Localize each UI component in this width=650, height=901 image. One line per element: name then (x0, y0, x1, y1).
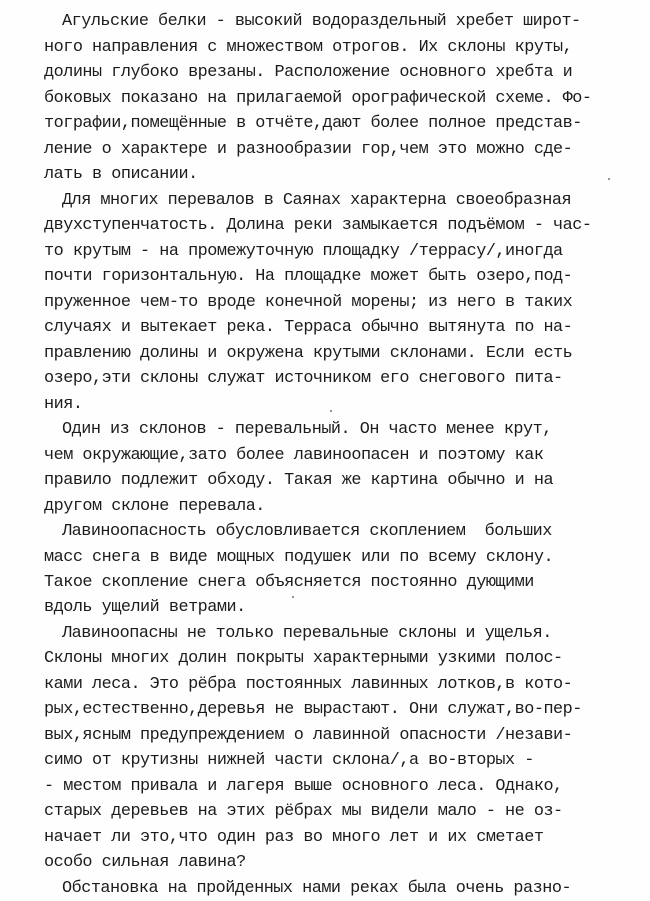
text-line: вдоль ущелий ветрами. (44, 598, 246, 617)
text-line: Один из склонов - перевальный. Он часто менее крут, (62, 420, 552, 439)
text-line: рых,естественно,деревья не вырастают. Они служат,во-пер- (44, 700, 582, 719)
text-line: тографии,помещённые в отчёте,дают более полное представ- (44, 114, 582, 133)
text-line: Лавиноопасность обусловливается скоплением больших (62, 522, 552, 541)
paper-speck (292, 596, 294, 598)
text-line: чем окружающие,зато более лавиноопасен и поэтому как (44, 446, 544, 465)
text-line: особо сильная лавина? (44, 853, 246, 872)
paper-speck (330, 410, 332, 412)
paper-speck (608, 178, 610, 180)
text-line: двухступенчатость. Долина реки замыкается подъёмом - час- (44, 216, 592, 235)
text-line: пруженное чем-то вроде конечной морены; из него в таких (44, 293, 573, 312)
text-line: боковых показано на прилагаемой орографической схеме. Фо- (44, 89, 592, 108)
text-line: Для многих перевалов в Саянах характерна своеобразная (62, 191, 572, 210)
text-line: то крутым - на промежуточную площадку /террасу/,иногда (44, 242, 563, 261)
text-line: озеро,эти склоны служат источником его снегового пита- (44, 369, 563, 388)
text-line: Обстановка на пройденных нами реках была очень разно- (62, 879, 572, 898)
text-line: начает ли это,что один раз во много лет и их сметает (44, 828, 544, 847)
text-line: долины глубоко врезаны. Расположение основного хребта и (44, 63, 573, 82)
text-line: Такое скопление снега объясняется постоянно дующими (44, 573, 534, 592)
text-line: случаях и вытекает река. Терраса обычно вытянута по на- (44, 318, 573, 337)
text-line: вых,ясным предупреждением о лавинной опасности /незави- (44, 726, 573, 745)
text-line: лать в описании. (44, 165, 198, 184)
text-line: масс снега в виде мощных подушек или по всему склону. (44, 548, 554, 567)
text-line: правило подлежит обходу. Такая же картина обычно и на (44, 471, 554, 490)
text-line: другом склоне перевала. (44, 497, 265, 516)
text-line: симо от крутизны нижней части склона/,а во-вторых - (44, 751, 534, 770)
text-line: старых деревьев на этих рёбрах мы видели мало - не оз- (44, 802, 563, 821)
text-line: Склоны многих долин покрыты характерными узкими полос- (44, 649, 563, 668)
text-line: Агульские белки - высокий водораздельный хребет широт- (62, 12, 581, 31)
text-line: ния. (44, 395, 83, 414)
text-line: ление о характере и разнообразии гор,чем это можно сде- (44, 140, 573, 159)
text-line: Лавиноопасны не только перевальные склоны и ущелья. (62, 624, 552, 643)
text-line: правлению долины и окружена крутыми склонами. Если есть (44, 344, 573, 363)
text-line: ками леса. Это рёбра постоянных лавинных лотков,в кото- (44, 675, 573, 694)
text-line: ного направления с множеством отрогов. Их склоны круты, (44, 38, 573, 57)
text-line: - местом привала и лагеря выше основного леса. Однако, (44, 777, 563, 796)
text-line: почти горизонтальную. На площадке может быть озеро,под- (44, 267, 573, 286)
